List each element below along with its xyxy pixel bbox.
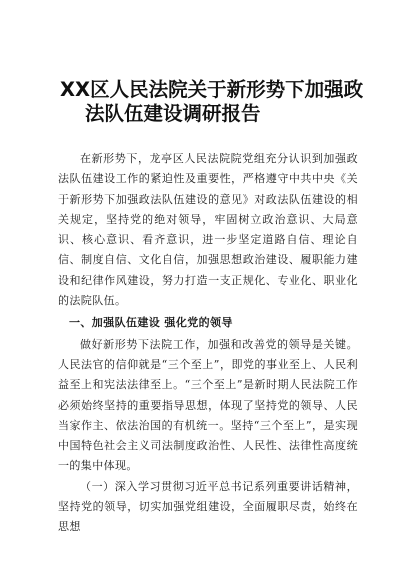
document-body <box>58 149 358 538</box>
document-title <box>60 78 370 126</box>
section-1-paragraph: 做好新形势下法院工作，加强和改善党的领导是关键。人民法官的信仰就是“三个至上”，即党的事业至上、人民利益至上和宪法法律至上。“三个至上”是新时期人民法院工作必须始终坚持的重要指导思想，体现了坚持党的领导、人民当家作主、依法治国的有机统一。坚持“三个至上”，是实现中国特色社会主义司法制度政治性、人民性、法律性高度统一的集中体现。 <box>58 337 358 473</box>
subsection-1-paragraph: （一）深入学习贯彻习近平总书记系列重要讲话精神，坚持党的领导，切实加强党组建设，全面履职尽责，始终在思想 <box>58 479 358 534</box>
title-line-2: 法队伍建设调研报告 <box>85 102 261 125</box>
section-1-heading: 一、加强队伍建设 强化党的领导 <box>69 316 233 330</box>
title-line-1: XX区人民法院关于新形势下加强政 <box>60 78 364 101</box>
intro-paragraph: 在新形势下，龙亭区人民法院院党组充分认识到加强政法队伍建设工作的紧迫性及重要性，严格遵守中共中央《关于新形势下加强政法队伍建设的意见》对政法队伍建设的相关规定，坚持党的绝对领导，牢固树立政治意识、大局意识、核心意识、看齐意识，进一步坚定道路自信、理论自信、制度自信、文化自信，加强思想政治建设、履职能力建设和纪律作风建设，努力打造一支正规化、专业化、职业化的法院队伍。 <box>58 152 358 308</box>
